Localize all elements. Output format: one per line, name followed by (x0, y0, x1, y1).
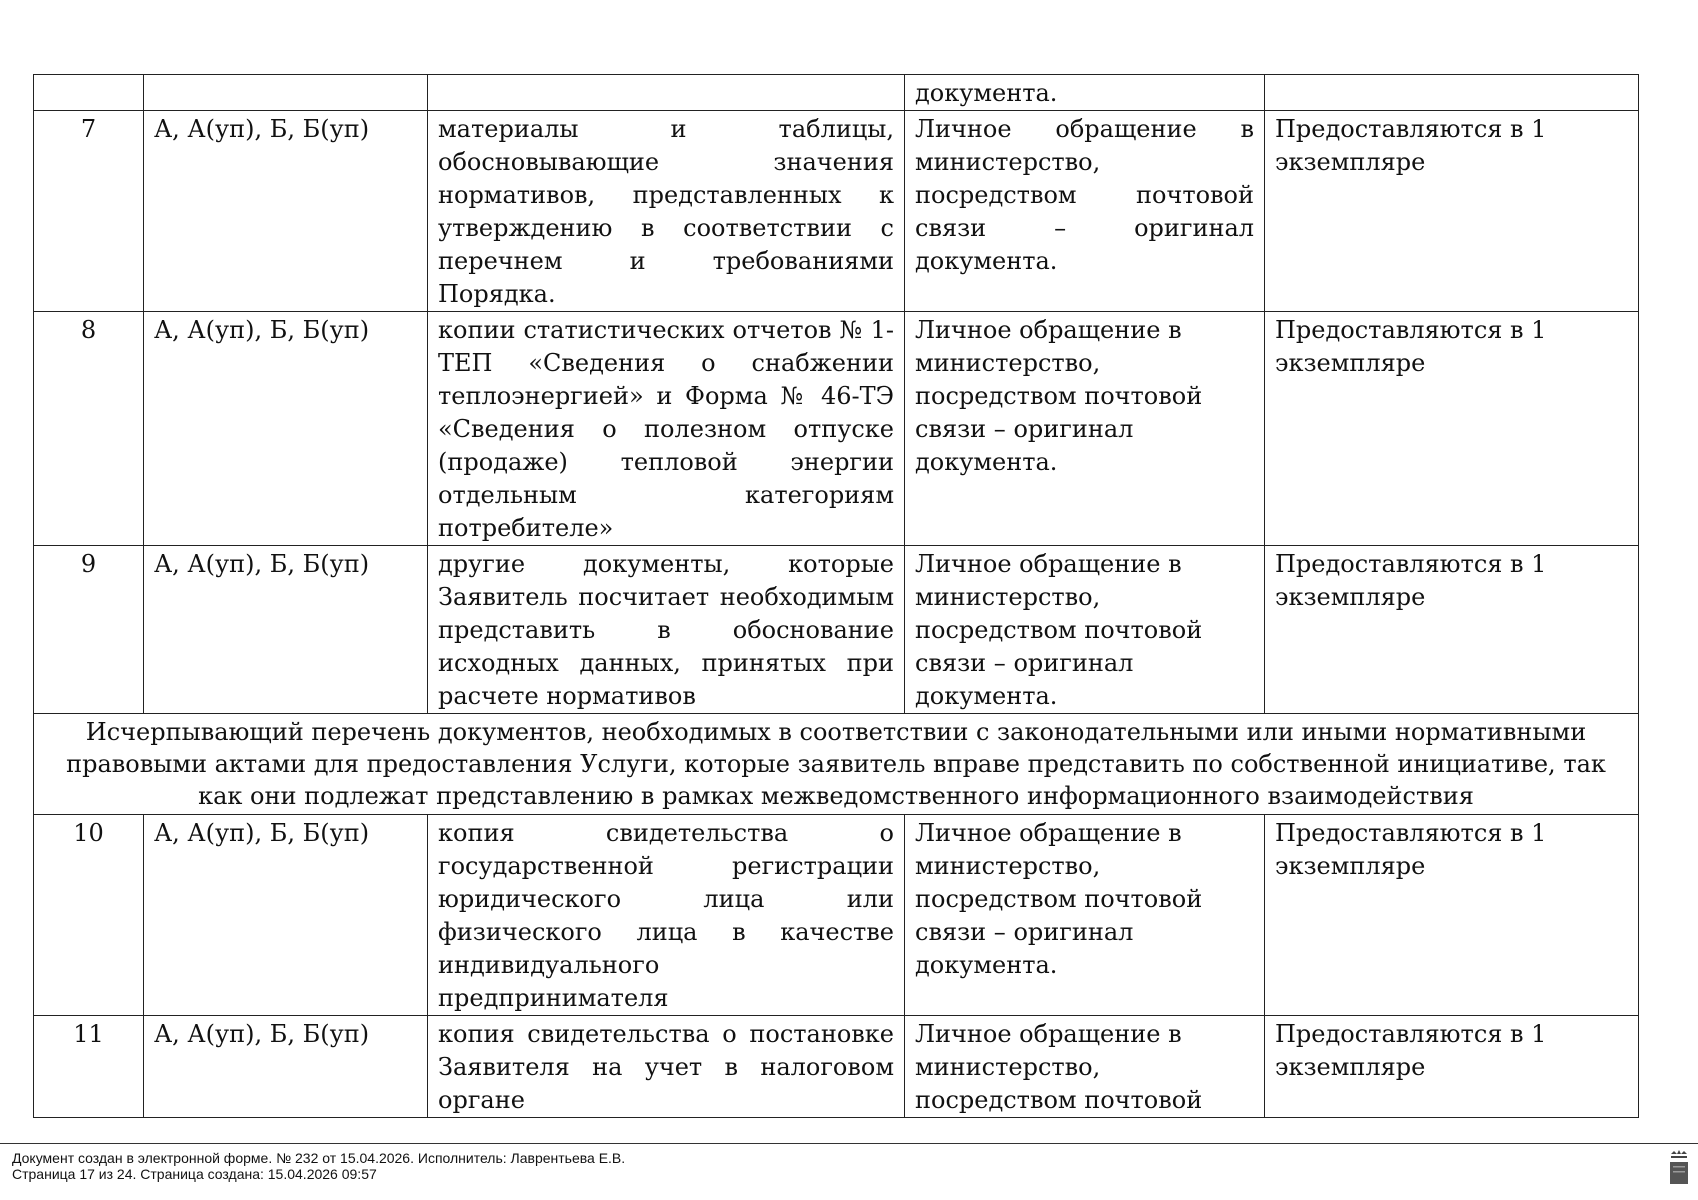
footer-document-info: Документ создан в электронной форме. № 232 от 15.04.2026. Исполнитель: Лаврентьева Е.В. (12, 1150, 626, 1166)
row-number: 9 (34, 546, 144, 714)
row-number: 8 (34, 312, 144, 546)
table-row (34, 815, 1639, 1016)
footer-page-info: Страница 17 из 24. Страница создана: 15.04.2026 09:57 (12, 1166, 377, 1182)
copies-count (1265, 75, 1639, 111)
applicant-category: А, А(уп), Б, Б(уп) (144, 111, 428, 312)
document-description: копии статистических отчетов № 1-ТЕП «Сведения о снабжении теплоэнергией» и Форма № 46-ТЭ «Сведения о полезном отпуске (продаже) тепловой энергии отдельным категориям потребителе» (428, 312, 905, 546)
submission-method: Личное обращение в министерство, посредством почтовой связи – оригинал документа. (905, 111, 1265, 312)
footer-divider (0, 1143, 1698, 1144)
section-heading-row (34, 714, 1639, 815)
submission-method: документа. (905, 75, 1265, 111)
document-footer (12, 1150, 625, 1182)
table-row (34, 1016, 1639, 1118)
copies-count: Предоставляются в 1 экземпляре (1265, 111, 1639, 312)
row-number: 10 (34, 815, 144, 1016)
applicant-category: А, А(уп), Б, Б(уп) (144, 1016, 428, 1118)
submission-method: Личное обращение в министерство, посредством почтовой связи – оригинал документа. (905, 312, 1265, 546)
table-row (34, 75, 1639, 111)
document-description: материалы и таблицы, обосновывающие значения нормативов, представленных к утверждению в соответствии с перечнем и требованиями Порядка. (428, 111, 905, 312)
submission-method: Личное обращение в министерство, посредством почтовой связи – оригинал документа. (905, 815, 1265, 1016)
row-number: 7 (34, 111, 144, 312)
document-description: другие документы, которые Заявитель посчитает необходимым представить в обоснование исходных данных, принятых при расчете нормативов (428, 546, 905, 714)
applicant-category: А, А(уп), Б, Б(уп) (144, 546, 428, 714)
copies-count: Предоставляются в 1 экземпляре (1265, 546, 1639, 714)
row-number (34, 75, 144, 111)
copies-count: Предоставляются в 1 экземпляре (1265, 1016, 1639, 1118)
document-description: копия свидетельства о постановке Заявителя на учет в налоговом органе (428, 1016, 905, 1118)
submission-method: Личное обращение в министерство, посредством почтовой (905, 1016, 1265, 1118)
copies-count: Предоставляются в 1 экземпляре (1265, 815, 1639, 1016)
applicant-category: А, А(уп), Б, Б(уп) (144, 815, 428, 1016)
document-description: копия свидетельства о государственной регистрации юридического лица или физического лица в качестве индивидуального предпринимателя (428, 815, 905, 1016)
documents-table (33, 74, 1639, 1118)
table-row (34, 546, 1639, 714)
table-row (34, 312, 1639, 546)
row-number: 11 (34, 1016, 144, 1118)
applicant-category (144, 75, 428, 111)
document-stamp-icon (1668, 1148, 1690, 1186)
submission-method: Личное обращение в министерство, посредством почтовой связи – оригинал документа. (905, 546, 1265, 714)
section-heading: Исчерпывающий перечень документов, необходимых в соответствии с законодательными или иными нормативными правовыми актами для предоставления Услуги, которые заявитель вправе представить по собственной инициативе, так как они подлежат представлению в рамках межведомственного информационного взаимодействия (34, 714, 1639, 815)
table-row (34, 111, 1639, 312)
document-description (428, 75, 905, 111)
applicant-category: А, А(уп), Б, Б(уп) (144, 312, 428, 546)
copies-count: Предоставляются в 1 экземпляре (1265, 312, 1639, 546)
